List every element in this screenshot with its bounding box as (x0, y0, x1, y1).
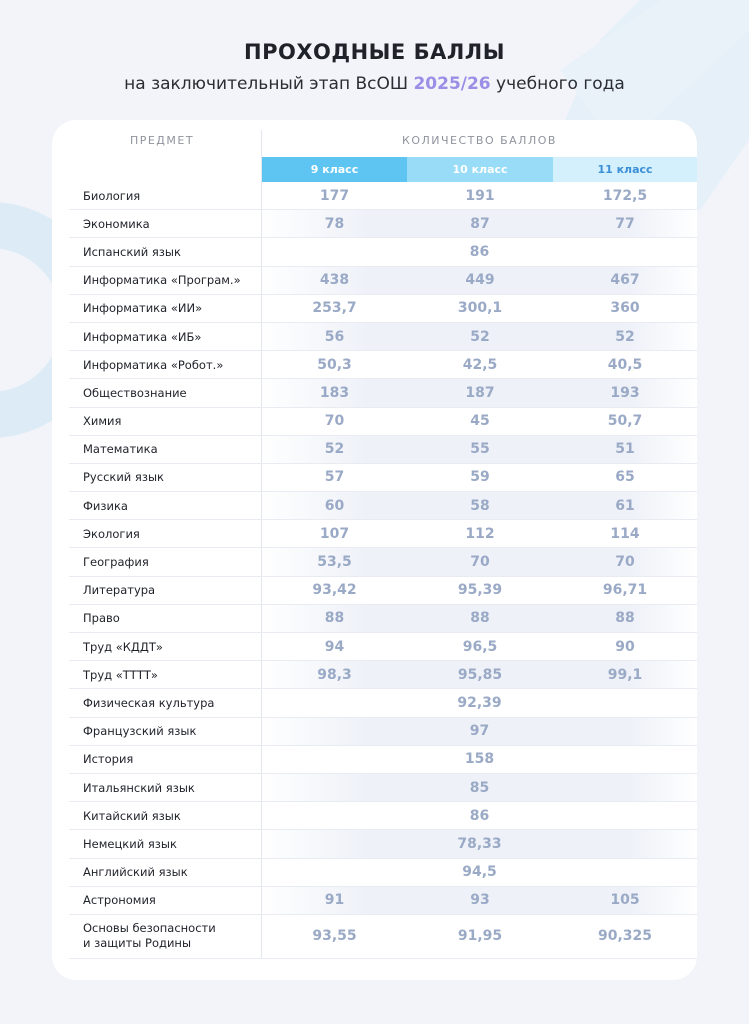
score-grade-10: 112 (465, 525, 495, 542)
score-grade-11: 96,71 (602, 582, 648, 599)
score-grade-9: 52 (324, 441, 345, 458)
subject-name: Труд «КДДТ» (83, 639, 163, 654)
subtitle-suffix: учебного года (490, 74, 625, 94)
table-row (69, 605, 697, 633)
subject-name: Математика (83, 442, 158, 457)
subject-name: Итальянский язык (83, 780, 195, 795)
score-grade-9: 50,3 (317, 356, 352, 373)
score-grade-11: 172,5 (602, 187, 648, 204)
subject-name: Испанский язык (83, 244, 181, 259)
table-row (69, 379, 697, 407)
score-grade-9: 107 (319, 525, 350, 542)
table-row (69, 746, 697, 774)
header (0, 40, 749, 94)
subject-name: География (83, 555, 149, 570)
score-grade-9: 183 (319, 384, 350, 401)
table-row (69, 210, 697, 238)
score-all-grades: 78,33 (457, 835, 502, 852)
score-grade-10: 449 (465, 272, 495, 289)
score-grade-9: 56 (324, 328, 345, 345)
table-row (69, 408, 697, 436)
subtitle-prefix: на заключительный этап ВсОШ (124, 74, 414, 94)
table-row (69, 492, 697, 520)
subject-name: Информатика «Робот.» (83, 357, 224, 372)
score-grade-11: 51 (615, 441, 635, 458)
table-row (69, 548, 697, 576)
score-grade-11: 65 (615, 469, 635, 486)
table-row (69, 718, 697, 746)
score-grade-10: 52 (470, 328, 490, 345)
score-grade-10: 45 (470, 413, 490, 430)
score-grade-10: 187 (465, 384, 495, 401)
score-grade-9: 60 (324, 497, 345, 514)
score-grade-9: 93,55 (312, 928, 357, 945)
subject-name: Экономика (83, 216, 150, 231)
score-grade-11: 90 (615, 638, 635, 655)
score-grade-10: 42,5 (462, 356, 498, 373)
subject-name: Экология (83, 526, 140, 541)
grade-11-header: 11 класс (553, 157, 697, 182)
score-grade-11: 360 (610, 300, 640, 317)
table-row (69, 295, 697, 323)
subject-name: Информатика «ИИ» (83, 301, 203, 316)
scores-column-header: КОЛИЧЕСТВО БАЛЛОВ (402, 134, 557, 147)
subject-name: Китайский язык (83, 808, 181, 823)
score-grade-11: 99,1 (607, 666, 643, 683)
grade-10-header: 10 класс (407, 157, 553, 182)
subject-name: Труд «ТТТТ» (83, 667, 158, 682)
score-grade-10: 300,1 (457, 300, 503, 317)
subject-name: Информатика «ИБ» (83, 329, 202, 344)
subject-name: Английский язык (83, 865, 188, 880)
table-row (69, 633, 697, 661)
subject-name: Обществознание (83, 385, 187, 400)
subject-name: Информатика «Програм.» (83, 273, 241, 288)
score-grade-10: 59 (470, 469, 490, 486)
subtitle-year: 2025/26 (413, 74, 491, 94)
grade-9-header: 9 класс (262, 157, 407, 182)
score-grade-10: 55 (470, 441, 490, 458)
score-all-grades: 94,5 (462, 864, 497, 881)
score-all-grades: 85 (469, 779, 490, 796)
score-grade-11: 193 (610, 384, 640, 401)
table-row (69, 661, 697, 689)
score-grade-11: 50,7 (607, 413, 643, 430)
score-grade-9: 253,7 (312, 300, 357, 317)
score-all-grades: 97 (469, 723, 490, 740)
subject-name: Физическая культура (83, 695, 215, 710)
score-grade-10: 96,5 (462, 638, 498, 655)
score-grade-9: 91 (324, 892, 345, 909)
table-row (69, 464, 697, 492)
score-grade-11: 40,5 (607, 356, 643, 373)
score-grade-11: 70 (615, 554, 635, 571)
score-grade-10: 58 (470, 497, 490, 514)
score-grade-11: 77 (615, 215, 635, 232)
score-grade-9: 438 (319, 272, 350, 289)
score-all-grades: 86 (469, 807, 490, 824)
score-grade-9: 93,42 (312, 582, 357, 599)
score-grade-9: 98,3 (317, 666, 352, 683)
subject-name: Биология (83, 188, 141, 203)
page-title: ПРОХОДНЫЕ БАЛЛЫ (244, 40, 505, 64)
subject-name: Литература (83, 583, 156, 598)
table-row (69, 351, 697, 379)
score-grade-9: 88 (324, 610, 345, 627)
score-all-grades: 92,39 (457, 694, 502, 711)
table-row (69, 915, 697, 959)
subject-column-header: ПРЕДМЕТ (129, 134, 195, 147)
score-grade-10: 70 (470, 554, 490, 571)
score-grade-9: 53,5 (317, 554, 352, 571)
subject-name: Физика (83, 498, 128, 513)
score-grade-10: 91,95 (457, 928, 503, 945)
table-row (69, 238, 697, 266)
score-grade-9: 177 (319, 187, 350, 204)
table-row (69, 323, 697, 351)
table-row (69, 802, 697, 830)
score-grade-10: 191 (465, 187, 495, 204)
score-grade-10: 95,39 (457, 582, 503, 599)
score-grade-9: 70 (324, 413, 345, 430)
table-row (69, 267, 697, 295)
subject-name: История (83, 752, 134, 767)
score-grade-9: 78 (324, 215, 345, 232)
subject-name: Немецкий язык (83, 836, 177, 851)
subject-name: Основы безопасности и защиты Родины (83, 921, 216, 951)
table-row (69, 774, 697, 802)
score-grade-11: 88 (615, 610, 635, 627)
score-grade-11: 114 (610, 525, 640, 542)
score-grade-10: 95,85 (457, 666, 503, 683)
page-subtitle (0, 74, 749, 94)
table-row (69, 859, 697, 887)
score-grade-11: 90,325 (597, 928, 653, 945)
score-grade-10: 87 (470, 215, 490, 232)
score-grade-11: 105 (610, 892, 640, 909)
scores-table-card (52, 120, 697, 980)
score-all-grades: 86 (469, 243, 490, 260)
table-row (69, 689, 697, 717)
table-row (69, 436, 697, 464)
subject-name: Русский язык (83, 470, 164, 485)
table-row (69, 577, 697, 605)
subject-name: Право (83, 611, 120, 626)
score-grade-9: 57 (324, 469, 345, 486)
score-grade-10: 88 (470, 610, 490, 627)
score-grade-9: 94 (324, 638, 345, 655)
subject-name: Астрономия (83, 893, 156, 908)
subject-name: Французский язык (83, 724, 197, 739)
score-grade-10: 93 (470, 892, 490, 909)
score-grade-11: 467 (610, 272, 640, 289)
subject-name: Химия (83, 414, 122, 429)
table-row (69, 520, 697, 548)
table-row (69, 830, 697, 858)
score-grade-11: 61 (615, 497, 635, 514)
table-body (69, 182, 697, 959)
table-row (69, 887, 697, 915)
score-grade-11: 52 (615, 328, 635, 345)
score-all-grades: 158 (464, 751, 495, 768)
table-row (69, 182, 697, 210)
